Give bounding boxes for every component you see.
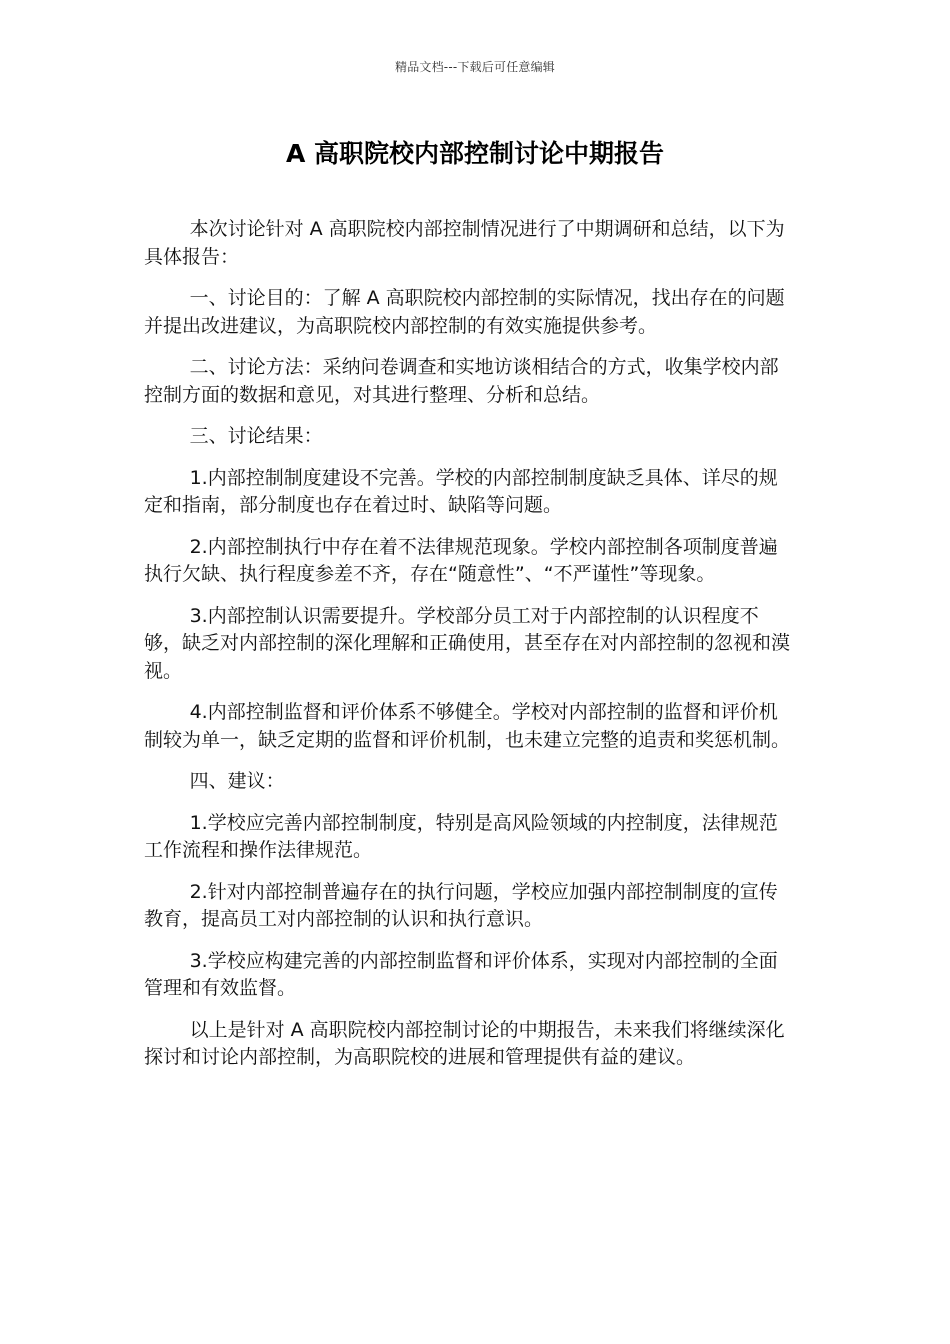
paragraph-conclusion: 以上是针对 A 高职院校内部控制讨论的中期报告，未来我们将继续深化探讨和讨论内部控制，为高职院校的进展和管理提供有益的建议。 xyxy=(144,1018,785,1068)
section-heading-suggestions: 四、建议： xyxy=(189,770,285,792)
document-title: A 高职院校内部控制讨论中期报告 xyxy=(285,139,665,168)
result-item-2: 2.内部控制执行中存在着不法律规范现象。学校内部控制各项制度普遍执行欠缺、执行程度参差不齐，存在“随意性”、“不严谨性”等现象。 xyxy=(144,535,778,585)
document-body xyxy=(144,216,794,1086)
suggestion-item-2: 2.针对内部控制普遍存在的执行问题，学校应加强内部控制制度的宣传教育，提高员工对内部控制的认识和执行意识。 xyxy=(144,880,778,930)
result-item-4: 4.内部控制监督和评价体系不够健全。学校对内部控制的监督和评价机制较为单一，缺乏定期的监督和评价机制，也未建立完整的追责和奖惩机制。 xyxy=(144,701,791,751)
suggestion-item-3: 3.学校应构建完善的内部控制监督和评价体系，实现对内部控制的全面管理和有效监督。 xyxy=(144,949,778,999)
paragraph-intro: 本次讨论针对 A 高职院校内部控制情况进行了中期调研和总结，以下为具体报告： xyxy=(144,218,785,268)
result-item-3: 3.内部控制认识需要提升。学校部分员工对于内部控制的认识程度不够，缺乏对内部控制的深化理解和正确使用，甚至存在对内部控制的忽视和漠视。 xyxy=(144,604,791,682)
header-note: 精品文档---下载后可任意编辑 xyxy=(395,60,555,74)
result-item-1: 1.内部控制制度建设不完善。学校的内部控制制度缺乏具体、详尽的规定和指南，部分制度也存在着过时、缺陷等问题。 xyxy=(144,466,778,516)
paragraph-purpose: 一、讨论目的：了解 A 高职院校内部控制的实际情况，找出存在的问题并提出改进建议，为高职院校内部控制的有效实施提供参考。 xyxy=(144,287,785,337)
section-heading-results: 三、讨论结果： xyxy=(189,425,323,447)
paragraph-method: 二、讨论方法：采纳问卷调查和实地访谈相结合的方式，收集学校内部控制方面的数据和意见，对其进行整理、分析和总结。 xyxy=(144,356,779,406)
suggestion-item-1: 1.学校应完善内部控制制度，特别是高风险领域的内控制度，法律规范工作流程和操作法律规范。 xyxy=(144,811,778,861)
